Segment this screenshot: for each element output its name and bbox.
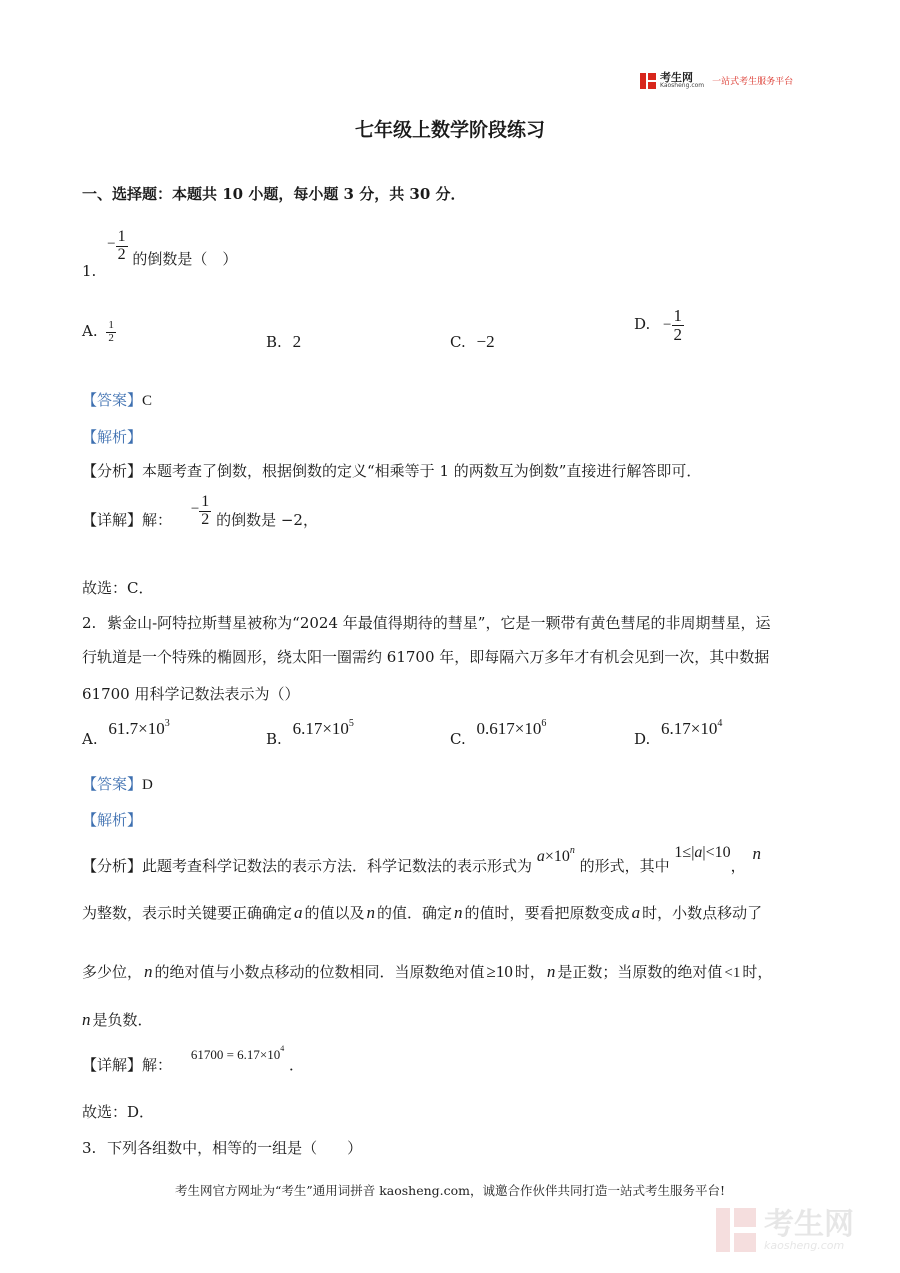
q1-option-a-letter: A. [82,322,98,341]
q2-detail-expr-base: 61700 = 6.17×10 [190,1047,281,1062]
q2-option-d-value [661,719,722,738]
q1-option-d-num: 1 [673,306,683,325]
q3-number: 3. [82,1139,97,1157]
q1-fraction [116,229,128,264]
q2-option-c-base: 0.617×10 [476,719,542,738]
watermark-name: 考生网 [764,1206,854,1242]
q2-answer [82,773,153,794]
logo-name: 考生网 [660,71,693,84]
q2-cond-a: a [694,844,703,861]
q1-answer-value: C [142,393,153,409]
q1-detail-num: 1 [201,493,210,510]
q2-lt1: <1 [724,965,741,981]
q2-para2-c: 的值．确定 [377,904,453,922]
q2-option-d-exp: 4 [717,718,723,729]
q1-option-a-num: 1 [108,319,114,331]
q1-option-d-minus: − [663,317,672,334]
q2-comma: ， [730,857,746,875]
q2-option-c-letter: C. [450,730,466,748]
q1-detail-text: 的倒数是 −2， [216,511,318,530]
q2-form-a: a [536,848,545,865]
q2-option-b-exp: 5 [348,718,354,729]
q2-option-b-letter: B. [266,730,282,748]
q1-option-d-den: 2 [673,324,683,344]
q2-line-2: 行轨道是一个特殊的椭圆形，绕太阳一圈需约 61700 年，即每隔六万多年才有机会见到一次，其中数据 [82,648,770,666]
q1-option-c-letter: C. [450,333,466,351]
q1-stem [82,228,238,281]
q2-para2-d: 的值时，要看把原数变成 [464,904,630,922]
q2-line-1 [82,612,770,633]
q1-detail-den: 2 [201,510,210,528]
q2-detail-end: ． [289,1056,305,1074]
logo-slogan: 一站式考生服务平台 [712,77,794,87]
q1-option-c-value: −2 [476,332,495,351]
q2-option-d-letter: D. [634,730,651,748]
q3-stem-text: 下列各组数中，相等的一组是（ ） [107,1139,363,1157]
q2-line-1-text: 紫金山-阿特拉斯彗星被称为“2024 年最值得期待的彗星”，它是一颗带有黄色彗尾的非周期彗星，运 [107,614,771,632]
kaosheng-logo-icon [640,73,656,89]
q1-option-d-letter: D. [634,315,651,334]
q2-option-c-value [477,719,547,738]
q1-frac-den: 2 [117,245,126,263]
q2-para3-e: 时， [742,963,773,981]
q2-para3-b: 的绝对值与小数点移动的位数相同．当原数绝对值 [154,963,485,981]
q1-detail-prefix: 解： [142,511,173,530]
q2-n-var-5: n [546,962,556,981]
q2-option-a-value [108,719,169,738]
q2-option-c-exp: 6 [541,718,547,729]
q2-n-var-4: n [144,962,153,981]
watermark-domain: kaosheng.com [764,1238,845,1252]
q1-option-b[interactable] [266,332,301,352]
watermark-logo-icon [716,1208,756,1252]
q1-frac-num: 1 [117,228,126,245]
page-footer: 考生网官方网址为“考生”通用词拼音 kaosheng.com，诚邀合作伙伴共同打造一站式考生服务平台! [174,1183,726,1198]
q2-geq10: ≥10 [486,962,513,981]
q2-detail-prefix: 解： [142,1056,173,1074]
q1-option-b-letter: B. [266,333,282,351]
q1-option-a[interactable] [82,320,116,344]
q2-option-d[interactable] [634,718,723,748]
q2-option-b[interactable] [266,718,354,748]
q2-para2-e: 时，小数点移动了 [642,904,763,922]
q2-line-3: 61700 用科学记数法表示为（） [82,685,300,703]
q1-minus: − [107,236,116,253]
q2-option-a-letter: A. [82,730,98,748]
page-title: 七年级上数学阶段练习 [354,119,545,141]
q1-number: 1. [82,262,97,281]
q2-n-var-2: n [366,903,376,922]
q2-a-var-2: a [631,903,641,922]
q1-detail-fraction [199,494,211,529]
q2-n-var-1: n [752,844,761,863]
q2-detail-label: 【详解】 [82,1056,143,1074]
q1-fenxi [82,460,701,481]
q3-stem [82,1137,362,1158]
q2-cond-1: 1≤| [674,844,695,861]
q2-detail [82,1043,305,1074]
q2-n-var-3: n [454,903,463,922]
q1-option-b-value: 2 [292,332,302,351]
q2-para3-d: 是正数；当原数的绝对值 [557,963,723,981]
q2-detail-exp: 4 [280,1044,285,1053]
q1-option-d-fraction [672,307,685,344]
q2-analysis-label: 【解析】 [82,811,143,829]
q2-fenxi-line-2 [82,902,762,923]
q2-detail-expr [190,1044,285,1062]
q2-form-times: ×10 [544,848,570,865]
q1-detail-label: 【详解】 [82,511,143,530]
q2-cond-2: |<10 [702,844,731,861]
logo-domain: Kaosheng.com [660,82,705,89]
q2-a-var-1: a [294,903,303,922]
q1-stem-text: 的倒数是（ ） [132,250,238,269]
q2-para3-a: 多少位， [82,963,143,981]
q2-n-var-6: n [82,1010,91,1029]
q1-option-a-fraction [106,320,116,344]
q2-para2-b: 的值以及 [304,904,365,922]
q2-answer-value: D [142,777,153,793]
q2-option-a-exp: 3 [164,718,170,729]
q2-number: 2. [82,614,97,632]
q2-form [536,845,575,865]
q2-fenxi-line-4 [82,1009,153,1030]
header-logo [640,72,793,89]
q2-answer-label: 【答案】 [82,775,143,793]
q1-detail [82,494,318,529]
q2-option-a[interactable] [82,718,170,748]
q2-option-c[interactable] [450,718,547,748]
q2-para4: 是负数． [92,1011,153,1029]
q1-analysis-label: 【解析】 [82,428,143,446]
section-heading: 一、选择题：本题共 10 小题，每小题 3 分，共 30 分． [82,185,466,203]
q1-detail-minus: − [190,501,200,518]
q2-choice: 故选：D． [82,1103,155,1121]
q2-para3-c: 时， [514,963,545,981]
q1-answer-label: 【答案】 [82,391,143,409]
q2-option-b-base: 6.17×10 [292,719,349,738]
q1-option-d[interactable] [634,307,684,344]
q1-fenxi-text: 本题考查了倒数，根据倒数的定义“相乘等于 1 的两数互为倒数”直接进行解答即可． [142,462,702,480]
q2-option-b-value [293,719,354,738]
q2-fenxi-a: 此题考查科学记数法的表示方法．科学记数法的表示形式为 [142,857,533,875]
q2-fenxi-line-1 [82,844,761,875]
q2-para2-a: 为整数，表示时关键要正确确定 [82,904,293,922]
q1-fenxi-label: 【分析】 [82,462,143,480]
q1-answer [82,389,152,410]
q1-option-c[interactable] [450,332,495,352]
q2-fenxi-label: 【分析】 [82,857,143,875]
q2-option-d-base: 6.17×10 [661,719,718,738]
q2-fenxi-b: 的形式，其中 [579,857,670,875]
q2-form-n: n [569,845,575,856]
q1-choice: 故选：C． [82,579,154,597]
watermark [716,1208,854,1252]
q1-option-a-den: 2 [108,331,114,344]
q2-condition [674,844,730,861]
q2-fenxi-line-3 [82,961,772,982]
q2-option-a-base: 61.7×10 [108,719,165,738]
